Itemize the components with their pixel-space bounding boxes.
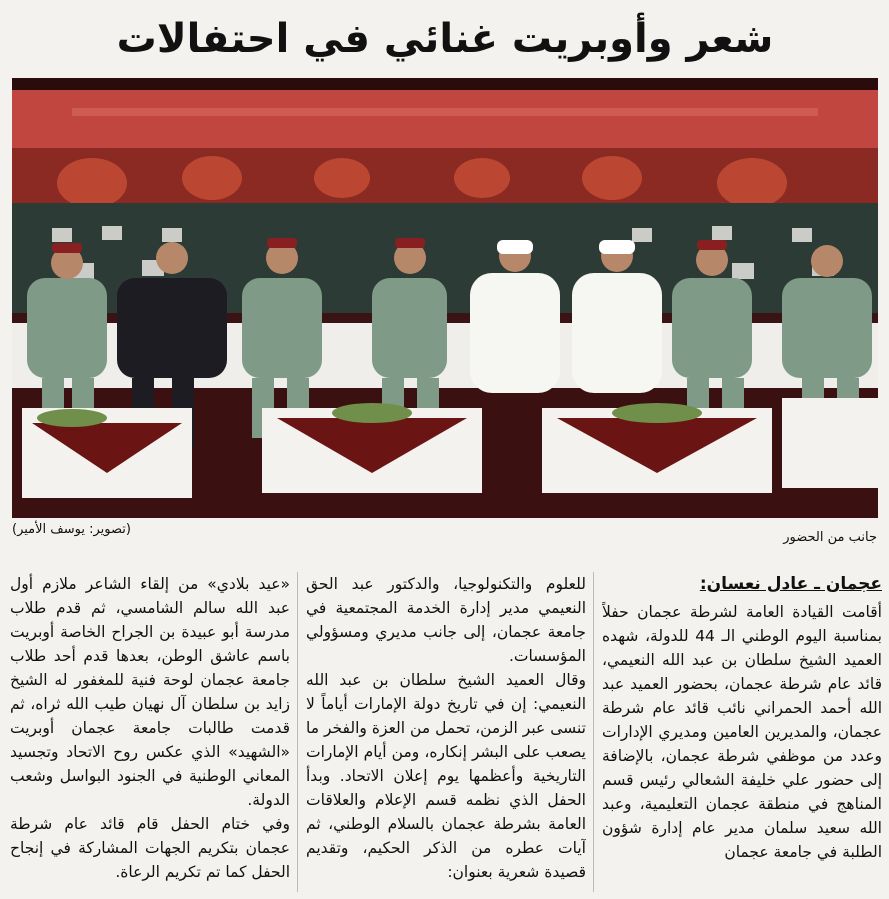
article-headline: شعر وأوبريت غنائي في احتفالات bbox=[116, 16, 774, 62]
article-column-3 bbox=[10, 572, 290, 892]
paragraph: للعلوم والتكنولوجيا، والدكتور عبد الحق النعيمي مدير إدارة الخدمة المجتمعية في جامعة عجمان، إلى جانب مديري ومسؤولي المؤسسات. bbox=[306, 575, 586, 665]
article-column-1 bbox=[602, 572, 882, 892]
article-column-2 bbox=[306, 572, 586, 892]
column-divider bbox=[593, 572, 594, 892]
paragraph: وقال العميد الشيخ سلطان بن عبد الله النعيمي: إن في تاريخ دولة الإمارات أياماً لا تنسى عبر الزمن، تحمل من العزة والفخر ما يصعب على البشر إنكاره، ومن أيام الإمارات التاريخية وأعظمها يوم إعلان الاتحاد. وبدأ الحفل الذي نظمه قسم الإعلام والعلاقات العامة بشرطة عجمان بالسلام الوطني، ثم آيات عطره من الذكر الحكيم، وتقديم قصيدة شعرية بعنوان: bbox=[306, 671, 586, 881]
photo-caption: جانب من الحضور bbox=[783, 530, 877, 545]
byline: عجمان ـ عادل نعسان: bbox=[699, 574, 882, 594]
event-photo bbox=[12, 78, 878, 518]
photo-credit: (تصوير: يوسف الأمير) bbox=[12, 522, 131, 537]
paragraph: وفي ختام الحفل قام قائد عام شرطة عجمان بتكريم الجهات المشاركة في إنجاح الحفل كما تم تكريم الرعاة. bbox=[10, 815, 290, 881]
paragraph: «عيد بلادي» من إلقاء الشاعر ملازم أول عبد الله سالم الشامسي، ثم قدم طلاب مدرسة أبو عبيدة بن الجراح الخاصة أوبريت باسم عاشق الوطن، بعدها قدم أحد طلاب جامعة عجمان لوحة فنية للمغفور له الشيخ زايد بن سلطان آل نهيان طيب الله ثراه، ثم قدمت طالبات جامعة عجمان أوبريت «الشهيد» الذي عكس روح الاتحاد وتجسيد المعاني الوطنية في الجنود البواسل وشعب الدولة. bbox=[10, 575, 290, 809]
column-divider bbox=[297, 572, 298, 892]
paragraph: أقامت القيادة العامة لشرطة عجمان حفلاً بمناسبة اليوم الوطني الـ 44 للدولة، شهده العميد الشيخ سلطان بن عبد الله النعيمي، قائد عام شرطة عجمان، بحضور العميد عبد الله أحمد الحمراني نائب قائد عام شرطة عجمان، والمديرين العامين ومديري الإدارات وعدد من موظفي شرطة عجمان، بالإضافة إلى حضور علي خليفة الشعالي رئيس قسم المناهج في منطقة عجمان التعليمية، وعبد الله سعيد سلمان مدير عام إدارة شؤون الطلبة في جامعة عجمان bbox=[602, 603, 882, 861]
article-body bbox=[10, 572, 882, 892]
